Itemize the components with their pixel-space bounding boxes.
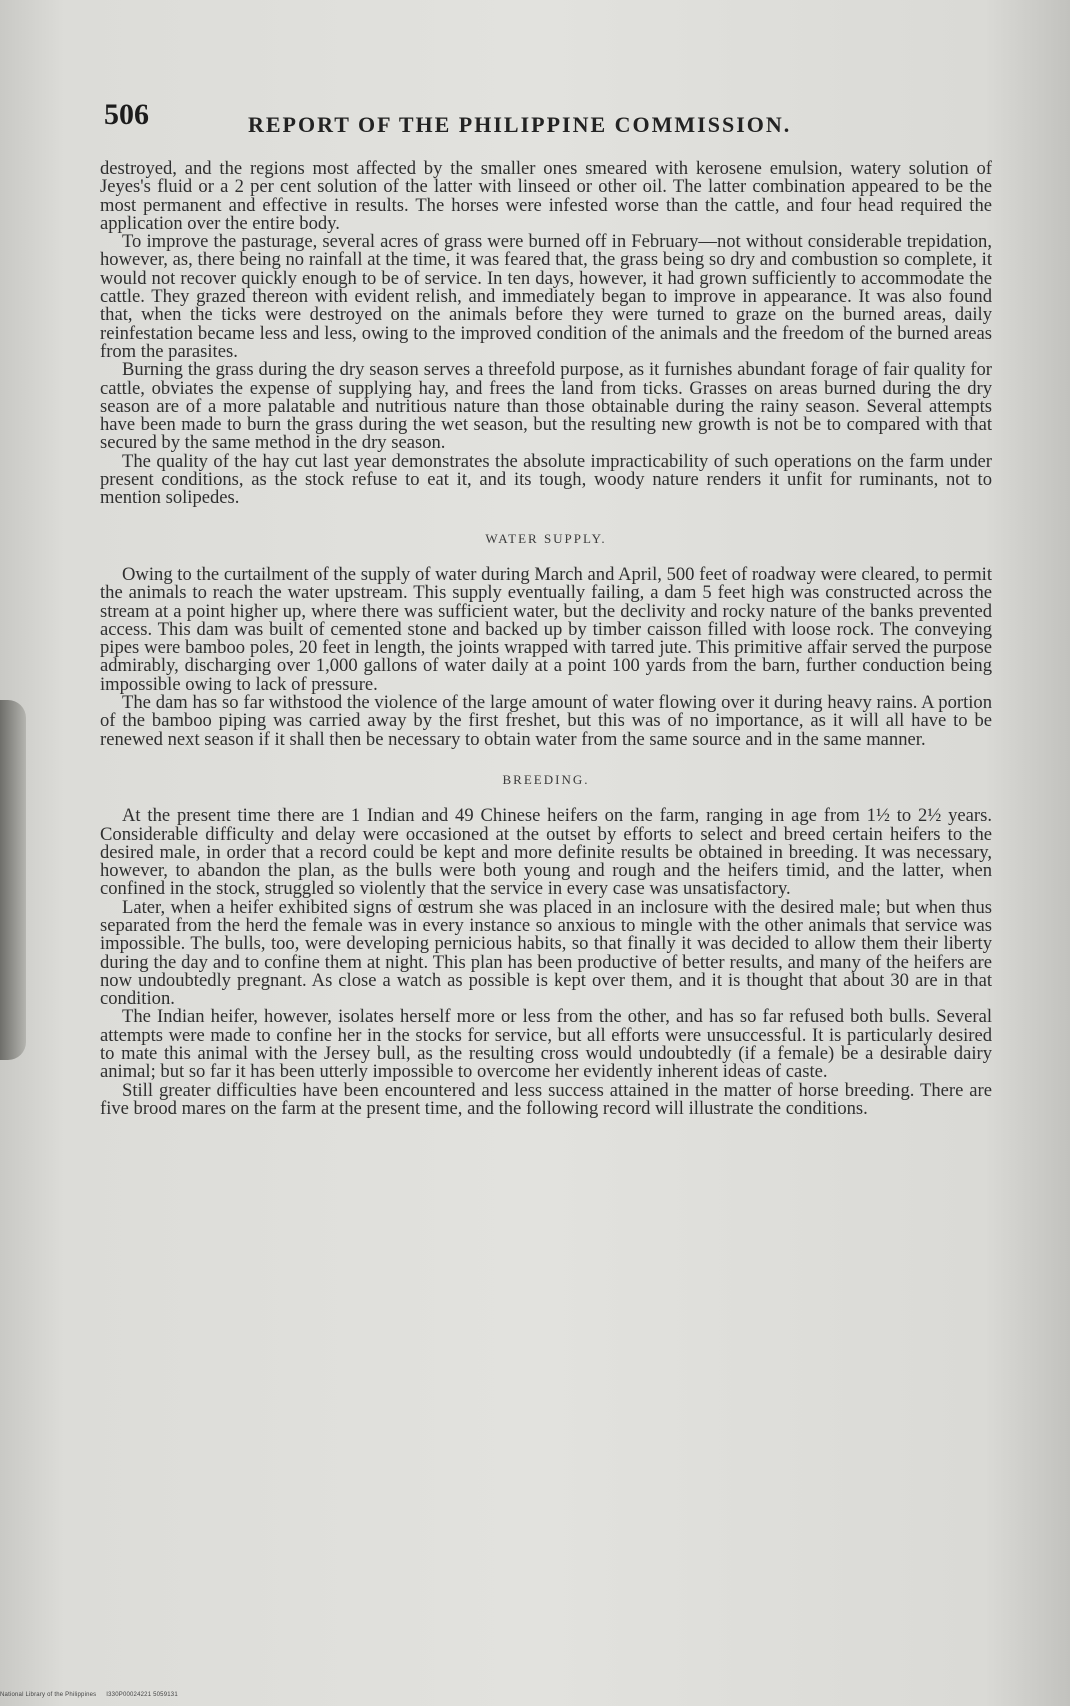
binding-shadow <box>0 700 26 1060</box>
page-header <box>104 98 974 142</box>
paragraph: At the present time there are 1 Indian and 49 Chinese heifers on the farm, ranging in age from 1½ to 2½ years. Considerable difficulty and delay were occasioned at the outset by efforts to select and breed certain heifers to the desired male, in order that a record could be kept and more definite results be obtained in breeding. It was necessary, however, to abandon the plan, as the bulls were both young and rough and the heifers timid, and the latter, when confined in the stock, struggled so violently that the service in every case was unsatisfactory. <box>100 805 992 900</box>
paragraph: Later, when a heifer exhibited signs of œstrum she was placed in an inclosure with the desired male; but when thus separated from the herd the female was in every instance so anxious to mingle with the other animals that service was impossible. The bulls, too, were developing pernicious habits, so that finally it was decided to allow them their liberty during the day and to confine them at night. This plan has been productive of better results, and many of the heifers are now undoubtedly pregnant. As close a watch as possible is kept over them, and it is thought that about 30 are in that condition. <box>100 896 992 1010</box>
footer-code: I330P00024221 5059131 <box>106 1692 178 1698</box>
paragraph: The quality of the hay cut last year demonstrates the absolute impracticability of such operations on the farm under present conditions, as the stock refuse to eat it, and its tough, woody nature renders it unfit for ruminants, not to mention solipedes. <box>100 450 992 509</box>
paragraph: destroyed, and the regions most affected by the smaller ones smeared with kerosene emulsion, watery solution of Jeyes's fluid or a 2 per cent solution of the latter with linseed or other oil. The latter combination appeared to be the most permanent and effective in results. The horses were infested worse than the cattle, and four head required the application over the entire body. <box>100 158 992 234</box>
paragraph: The Indian heifer, however, isolates herself more or less from the other, and has so far refused both bulls. Several attempts were made to confine her in the stocks for service, but all efforts were unsuccessful. It is particularly desired to mate this animal with the Jersey bull, as the resulting cross would undoubtedly (if a female) be a desirable dairy animal; but so far it has been utterly impossible to overcome her evidently inherent ideas of caste. <box>100 1006 992 1083</box>
section-heading-water-supply: WATER SUPPLY. <box>485 530 607 546</box>
section-heading-breeding: BREEDING. <box>502 771 590 787</box>
paragraph: Still greater difficulties have been encountered and less success attained in the matter of horse breeding. There are five brood mares on the farm at the present time, and the following record will illustrate the conditions. <box>100 1079 992 1119</box>
scan-footer <box>0 1692 186 1698</box>
paragraph: To improve the pasturage, several acres of grass were burned off in February—not without considerable trepidation, however, as, there being no rainfall at the time, it was feared that, the grass being so dry and combustion so complete, it would not recover quickly enough to be of service. In ten days, however, it had grown sufficiently to accommodate the cattle. They grazed thereon with evident relish, and immediately began to improve in appearance. It was also found that, when the ticks were destroyed on the animals before they were turned to graze on the burned areas, daily reinfestation became less and less, owing to the improved condition of the animals and the freedom of the burned areas from the parasites. <box>100 231 992 362</box>
paragraph: The dam has so far withstood the violence of the large amount of water flowing over it during heavy rains. A portion of the bamboo piping was carried away by the first freshet, but this was of no importance, as it will all have to be renewed next season if it shall then be necessary to obtain water from the same source and in the same manner. <box>100 692 992 750</box>
paragraph: Owing to the curtailment of the supply of water during March and April, 500 feet of roadway were cleared, to permit the animals to reach the water upstream. This supply eventually failing, a dam 5 feet high was constructed across the stream at a point higher up, where there was sufficient water, but the declivity and rocky nature of the banks prevented access. This dam was built of cemented stone and backed up by timber caisson filled with loose rock. The conveying pipes were bamboo poles, 20 feet in length, the joints wrapped with tarred jute. This primitive affair served the purpose admirably, discharging over 1,000 gallons of water daily at a point 100 yards from the barn, further conduction being impossible owing to lack of pressure. <box>100 563 992 695</box>
body-text <box>100 160 992 1118</box>
page-number: 506 <box>104 98 149 131</box>
running-title: REPORT OF THE PHILIPPINE COMMISSION. <box>248 112 792 137</box>
footer-library: National Library of the Philippines <box>0 1692 97 1698</box>
paragraph: Burning the grass during the dry season serves a threefold purpose, as it furnishes abundant forage of fair quality for cattle, obviates the expense of supplying hay, and frees the land from ticks. Grasses on areas burned during the dry season are of a more palatable and nutritious nature than those obtainable during the rainy season. Several attempts have been made to burn the grass during the wet season, but the resulting new growth is not be to compared with that secured by the same method in the dry season. <box>100 359 992 454</box>
